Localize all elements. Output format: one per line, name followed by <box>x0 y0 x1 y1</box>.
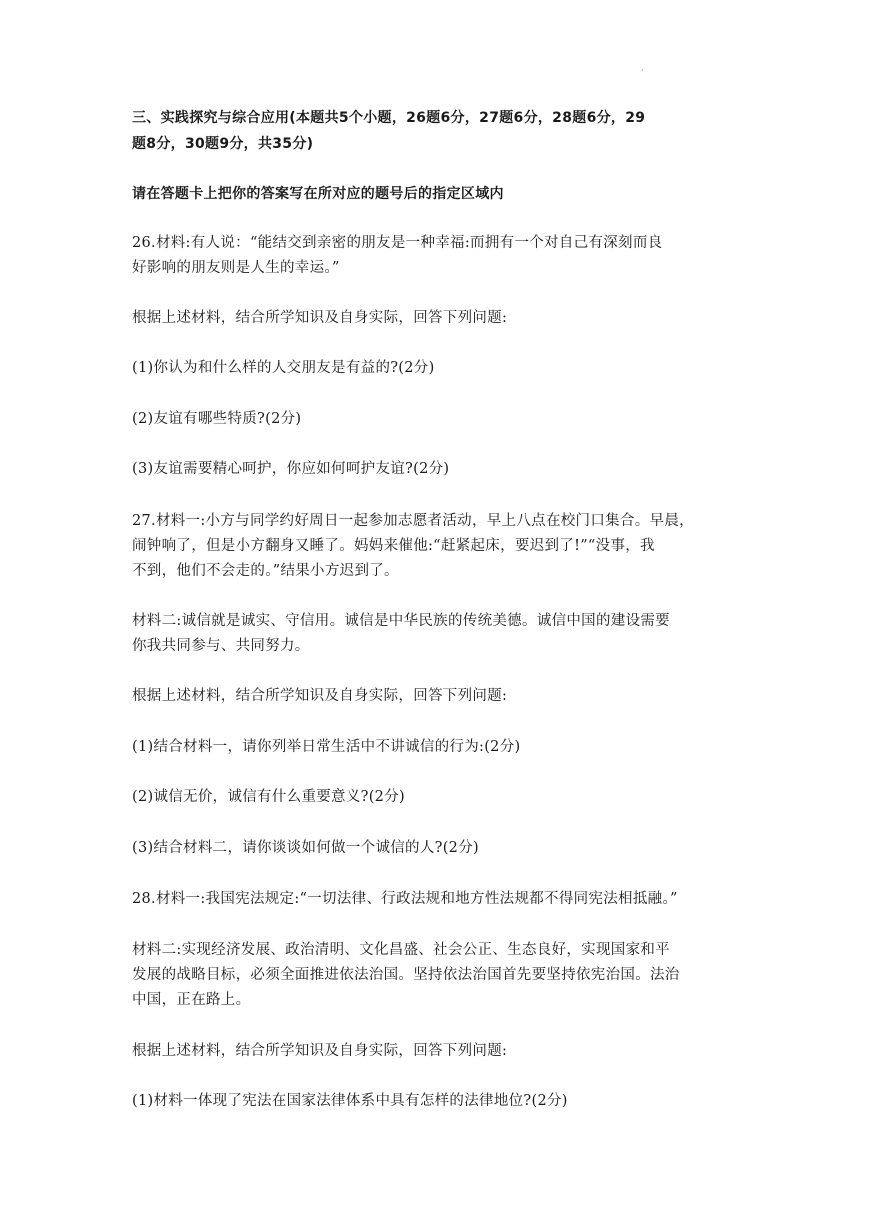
q27-sub2: (2)诚信无价，诚信有什么重要意义?(2分) <box>132 789 405 805</box>
q27-material1-line1: 27.材料一:小方与同学约好周日一起参加志愿者活动，早上八点在校门口集合。早晨， <box>132 513 694 529</box>
q27-material2-line2: 你我共同参与、共同努力。 <box>132 638 310 654</box>
q27-prompt: 根据上述材料，结合所学知识及自身实际，回答下列问题: <box>132 688 508 704</box>
q28-sub1: (1)材料一体现了宪法在国家法律体系中具有怎样的法律地位?(2分) <box>132 1093 568 1109</box>
q26-sub3: (3)友谊需要精心呵护，你应如何呵护友谊?(2分) <box>132 461 450 477</box>
q28-material2-line2: 发展的战略目标，必须全面推进依法治国。坚持依法治国首先要坚持依宪治国。法治 <box>132 967 680 983</box>
section-title-line1: 三、实践探究与综合应用(本题共5个小题，26题6分，27题6分，28题6分，29 <box>132 110 646 126</box>
q28-prompt: 根据上述材料，结合所学知识及自身实际，回答下列问题: <box>132 1043 508 1059</box>
q26-material-line2: 好影响的朋友则是人生的幸运。” <box>132 260 340 276</box>
header-mark: · <box>641 66 644 75</box>
q26-sub1: (1)你认为和什么样的人交朋友是有益的?(2分) <box>132 360 435 376</box>
q28-material2-line3: 中国，正在路上。 <box>132 992 251 1008</box>
q27-material1-line2: 闹钟响了，但是小方翻身又睡了。妈妈来催他:“赶紧起床，要迟到了!”“没事，我 <box>132 538 655 554</box>
q26-sub2: (2)友谊有哪些特质?(2分) <box>132 411 302 427</box>
q27-material2-line1: 材料二:诚信就是诚实、守信用。诚信是中华民族的传统美德。诚信中国的建设需要 <box>132 613 670 629</box>
q27-material1-line3: 不到，他们不会走的。”结果小方迟到了。 <box>132 563 399 579</box>
section-instruction: 请在答题卡上把你的答案写在所对应的题号后的指定区域内 <box>132 186 504 202</box>
q26-prompt: 根据上述材料，结合所学知识及自身实际，回答下列问题: <box>132 310 508 326</box>
q28-material1: 28.材料一:我国宪法规定:“一切法律、行政法规和地方性法规都不得同宪法相抵融。” <box>132 891 678 907</box>
section-title-line2: 题8分，30题9分，共35分) <box>132 136 314 152</box>
q28-material2-line1: 材料二:实现经济发展、政治清明、文化昌盛、社会公正、生态良好，实现国家和平 <box>132 942 670 958</box>
q27-sub1: (1)结合材料一，请你列举日常生活中不讲诚信的行为:(2分) <box>132 739 521 755</box>
q27-sub3: (3)结合材料二，请你谈谈如何做一个诚信的人?(2分) <box>132 840 479 856</box>
q26-material-line1: 26.材料:有人说：“能结交到亲密的朋友是一种幸福:而拥有一个对自己有深刻而良 <box>132 235 663 251</box>
